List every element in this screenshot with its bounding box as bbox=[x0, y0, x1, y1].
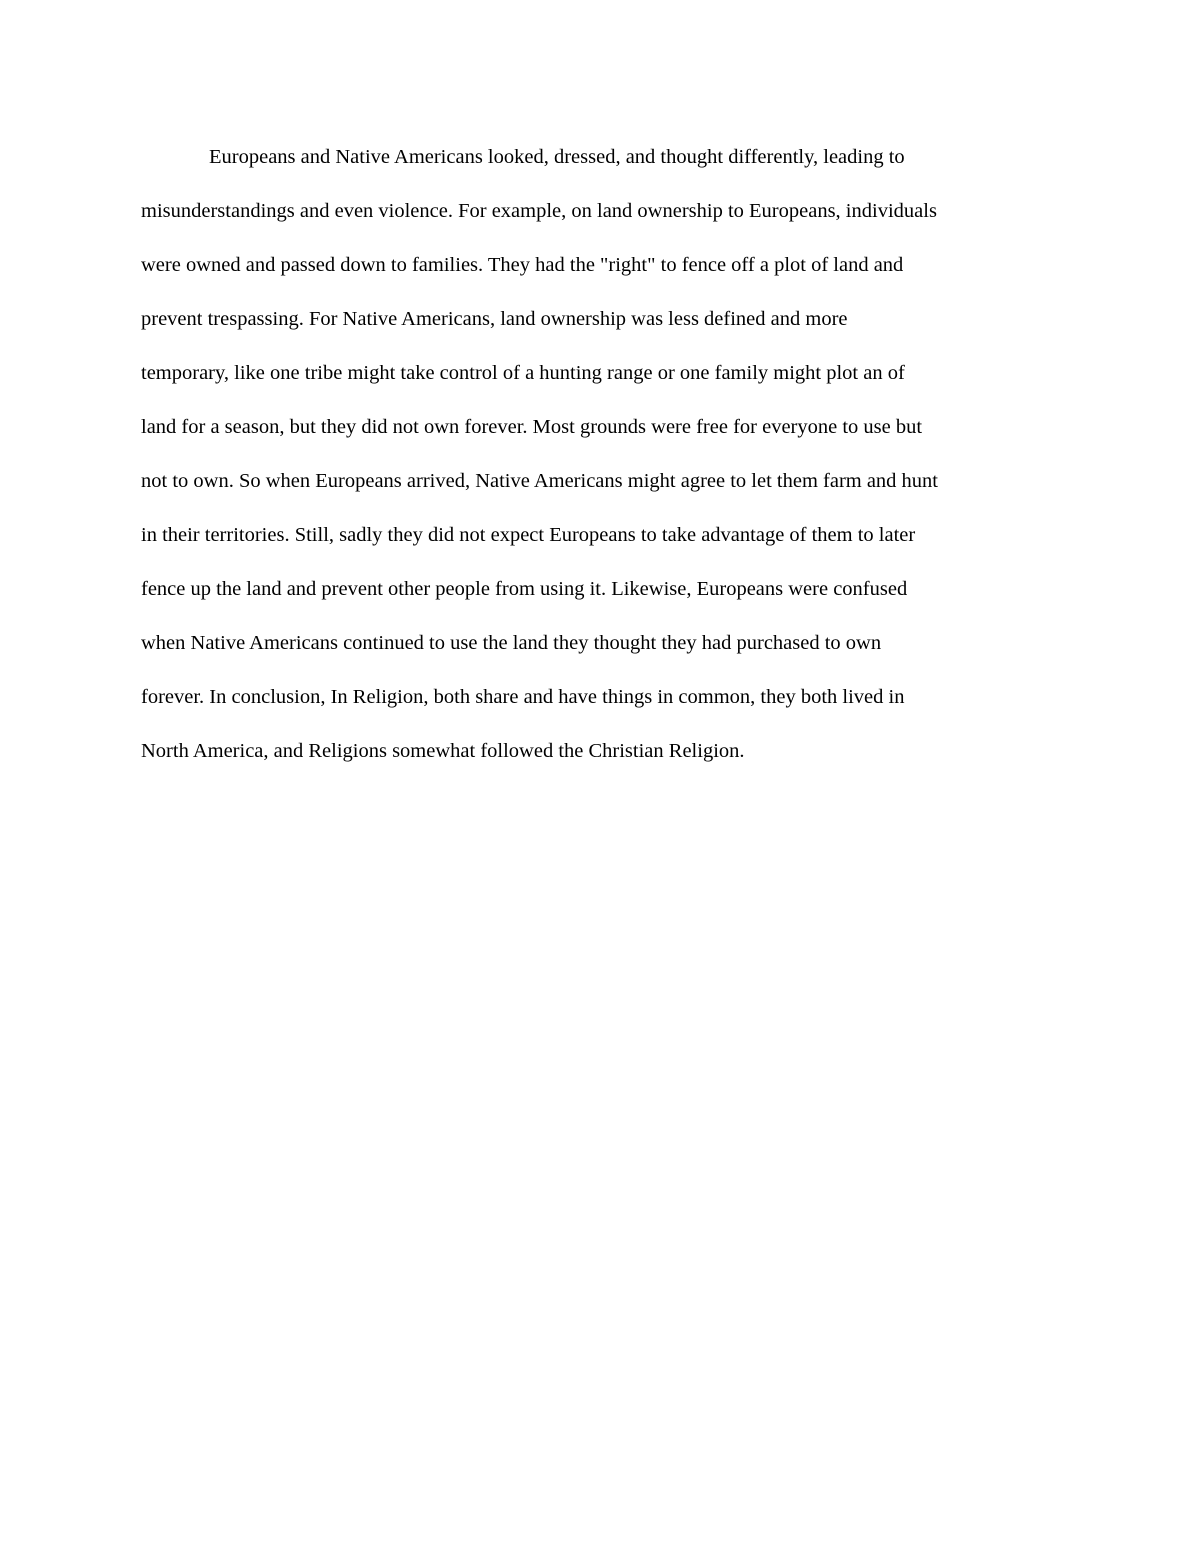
paragraph-line: North America, and Religions somewhat followed the Christian Religion. bbox=[141, 740, 745, 762]
paragraph-line: temporary, like one tribe might take control of a hunting range or one family might plot an of bbox=[141, 362, 905, 384]
paragraph-line: were owned and passed down to families. They had the "right" to fence off a plot of land and bbox=[141, 254, 904, 276]
paragraph-line: in their territories. Still, sadly they did not expect Europeans to take advantage of them to later bbox=[141, 524, 916, 546]
paragraph-line: forever. In conclusion, In Religion, both share and have things in common, they both lived in bbox=[141, 686, 905, 708]
paragraph-line: fence up the land and prevent other people from using it. Likewise, Europeans were confused bbox=[141, 578, 908, 600]
body-paragraph bbox=[141, 130, 1071, 778]
paragraph-line: misunderstandings and even violence. For example, on land ownership to Europeans, individuals bbox=[141, 200, 937, 222]
paragraph-line: land for a season, but they did not own forever. Most grounds were free for everyone to use but bbox=[141, 416, 923, 438]
paragraph-line: prevent trespassing. For Native Americans, land ownership was less defined and more bbox=[141, 308, 848, 330]
paragraph-line: Europeans and Native Americans looked, dressed, and thought differently, leading to bbox=[209, 146, 905, 168]
paragraph-line: when Native Americans continued to use the land they thought they had purchased to own bbox=[141, 632, 882, 654]
paragraph-line: not to own. So when Europeans arrived, Native Americans might agree to let them farm and hunt bbox=[141, 470, 939, 492]
